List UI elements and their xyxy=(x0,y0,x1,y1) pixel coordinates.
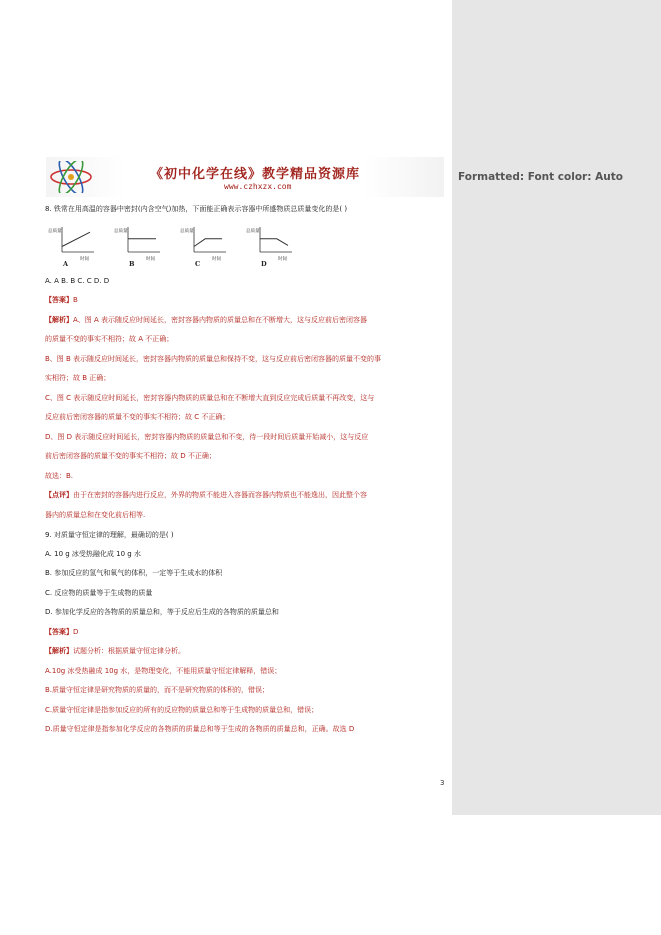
chart-option-label: C xyxy=(195,260,201,268)
chart-D xyxy=(246,227,292,268)
q9-analysis-line: D.质量守恒定律是指参加化学反应的各物质的质量总和等于生成的各物质的质量总和，正确。故选 D xyxy=(45,725,355,733)
q8-analysis-line: D、图 D 表示随反应时间延长，密封容器内物质的质量总和不变，待一段时间后质量开始减小，这与反应 xyxy=(45,433,369,441)
q8-question: 8. 铁常在用高温的容器中密封(内含空气)加热，下面能正确表示容器中所盛物质总质量变化的是( ) xyxy=(45,205,348,213)
q8-analysis-line: 实相符；故 B 正确； xyxy=(45,374,111,382)
q8-analysis-line: 故选：B. xyxy=(45,472,74,480)
comment-heading: Formatted: Font color: Auto xyxy=(458,171,623,183)
q8-comment-line xyxy=(45,491,367,500)
x-axis-label: 时间 xyxy=(278,257,287,262)
graph-line xyxy=(194,239,222,247)
q9-analysis-intro xyxy=(45,647,185,656)
y-axis-label: 总质量 xyxy=(246,229,260,234)
q9-analysis-line: C.质量守恒定律是指参加反应的所有的反应物的质量总和等于生成物的质量总和，错误； xyxy=(45,706,319,714)
answer-label: 【答案】 xyxy=(45,628,73,636)
q9-answer xyxy=(45,628,78,637)
answer-value: B xyxy=(73,296,78,304)
page-number: 3 xyxy=(440,779,445,787)
answer-value: D xyxy=(73,628,79,636)
q8-charts xyxy=(48,222,308,270)
x-axis-label: 时间 xyxy=(212,257,221,262)
q9-option: D. 参加化学反应的各物质的质量总和，等于反应后生成的各物质的质量总和 xyxy=(45,608,279,616)
q8-analysis-line: 的质量不变的事实不相符；故 A 不正确； xyxy=(45,335,174,343)
x-axis-label: 时间 xyxy=(146,257,155,262)
y-axis-label: 总质量 xyxy=(114,229,128,234)
q8-options: A. A B. B C. C D. D xyxy=(45,277,110,285)
q8-answer xyxy=(45,296,78,305)
x-axis-label: 时间 xyxy=(80,257,89,262)
y-axis-label: 总质量 xyxy=(48,229,62,234)
atom-logo-icon xyxy=(48,161,94,193)
chart-C xyxy=(180,227,226,268)
chart-option-label: D xyxy=(261,260,267,268)
q9-option: C. 反应物的质量等于生成物的质量 xyxy=(45,589,153,597)
header-banner xyxy=(46,157,444,197)
comment-text: 由于在密封的容器内进行反应，外界的物质不能进入容器而容器内物质也不能逸出，因此整个容 xyxy=(73,491,367,499)
analysis-label: 【解析】 xyxy=(45,647,73,655)
q9-question: 9. 对质量守恒定律的理解，最确切的是( ) xyxy=(45,531,174,539)
comment-label: 【点评】 xyxy=(45,491,73,499)
graph-line xyxy=(62,232,90,246)
q9-option: B. 参加反应的氢气和氧气的体积，一定等于生成水的体积 xyxy=(45,569,223,577)
q9-analysis-line: B.质量守恒定律是研究物质的质量的，而不是研究物质的体积的，错误； xyxy=(45,686,270,694)
chart-option-label: A xyxy=(63,260,69,268)
graph-line xyxy=(260,239,288,246)
analysis-text: 试题分析：根据质量守恒定律分析。 xyxy=(73,647,185,655)
chart-option-label: B xyxy=(129,260,135,268)
answer-label: 【答案】 xyxy=(45,296,73,304)
q8-analysis-line: 反应前后密闭容器的质量不变的事实不相符；故 C 不正确； xyxy=(45,413,230,421)
analysis-text: A、图 A 表示随反应时间延长，密封容器内物质的质量总和在不断增大，这与反应前后密闭容器 xyxy=(73,316,368,324)
q8-comment-line: 器内的质量总和在变化前后相等. xyxy=(45,511,146,519)
chart-B xyxy=(114,227,160,268)
y-axis-label: 总质量 xyxy=(180,229,194,234)
banner-url: www.czhxzx.com xyxy=(224,182,292,191)
q9-option: A. 10 g 冰受热融化成 10 g 水 xyxy=(45,550,141,558)
q8-analysis-line: C、图 C 表示随反应时间延长，密封容器内物质的质量总和在不断增大直到反应完成后质量不再改变，这与 xyxy=(45,394,375,402)
analysis-label: 【解析】 xyxy=(45,316,73,324)
q9-analysis-line: A.10g 冰受热融成 10g 水，是物理变化，不能用质量守恒定律解释，错误； xyxy=(45,667,282,675)
banner-title: 《初中化学在线》教学精品资源库 xyxy=(150,167,361,182)
chart-A xyxy=(48,227,94,268)
q8-analysis-line xyxy=(45,316,367,325)
q8-analysis-line: B、图 B 表示随反应时间延长，密封容器内物质的质量总和保持不变，这与反应前后密闭容器的质量不变的事 xyxy=(45,355,382,363)
q8-analysis-line: 前后密闭容器的质量不变的事实不相符；故 D 不正确； xyxy=(45,452,216,460)
comment-pane xyxy=(452,0,661,815)
